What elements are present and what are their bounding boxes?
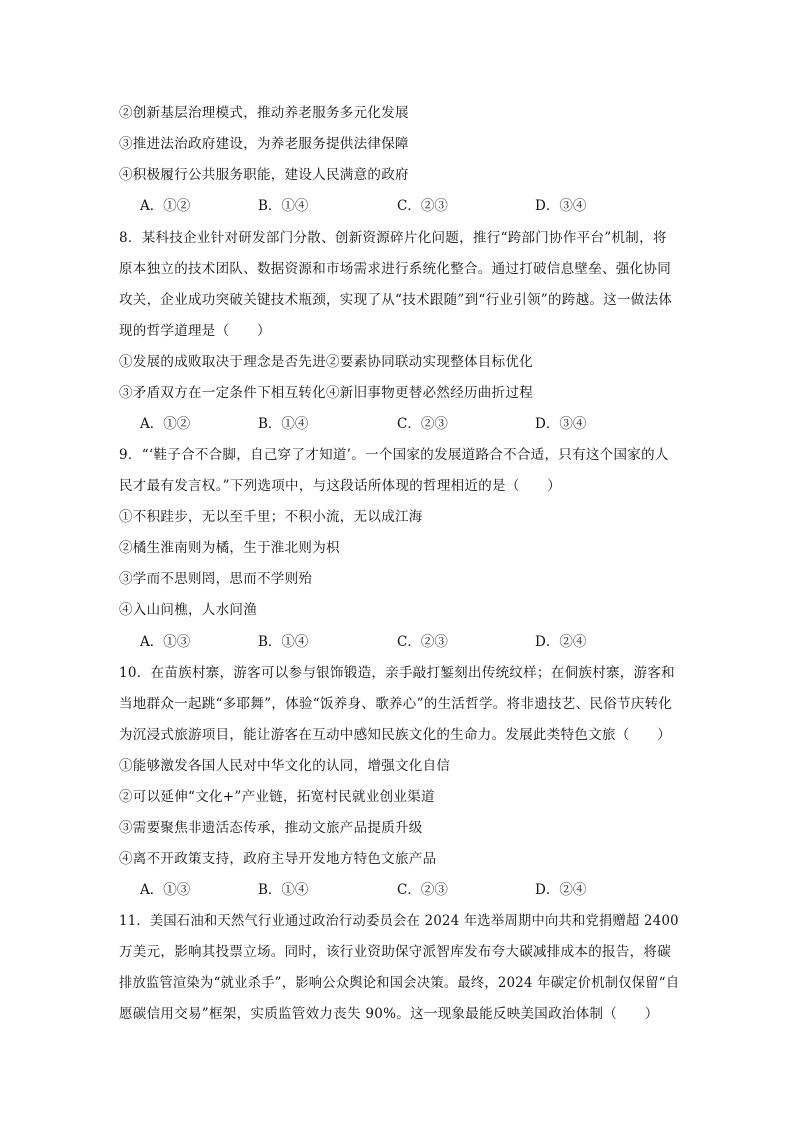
q7-answer-choices [0,196,794,216]
q8-choice-d: D．③④ [535,416,587,432]
q9-choice-b: B．①④ [258,634,309,650]
q8-option-items-2: ③矛盾双方在一定条件下相互转化④新旧事物更替必然经历曲折过程 [119,385,533,401]
q8-stem-line-4: 现的哲学道理是（ ） [119,323,271,339]
q7-choice-c: C．②③ [397,198,448,214]
q10-answer-choices [0,880,794,900]
q10-stem-line-1: 10．在苗族村寨，游客可以参与银饰锻造，亲手敲打錾刻出传统纹样；在侗族村寨，游客和 [119,665,675,681]
q9-option-item-2: ②橘生淮南则为橘，生于淮北则为枳 [119,540,340,556]
q9-option-item-4: ④入山问樵，人水问渔 [119,602,257,618]
q11-stem-line-3: 排放监管渲染为“就业杀手”，影响公众舆论和国会决策。最终，2024 年碳定价机制仅保留“自 [119,975,680,991]
q9-stem-line-2: 民才最有发言权。”下列选项中，与这段话所体现的哲理相近的是（ ） [119,478,562,494]
q7-choice-a: A．①② [140,198,191,214]
q8-choice-b: B．①④ [258,416,309,432]
q10-choice-b: B．①④ [258,882,309,898]
q8-choice-a: A．①② [140,416,191,432]
q8-stem-line-3: 攻关，企业成功突破关键技术瓶颈，实现了从“技术跟随”到“行业引领”的跨越。这一做法体 [119,292,673,308]
q10-option-item-3: ③需要聚焦非遗活态传承，推动文旅产品提质升级 [119,820,423,836]
q8-option-items-1: ①发展的成败取决于理念是否先进②要素协同联动实现整体目标优化 [119,354,533,370]
q7-option-item-3: ③推进法治政府建设，为养老服务提供法律保障 [119,136,409,152]
q8-choice-c: C．②③ [397,416,448,432]
q10-option-item-1: ①能够激发各国人民对中华文化的认同，增强文化自信 [119,758,451,774]
q7-option-item-2: ②创新基层治理模式，推动养老服务多元化发展 [119,105,409,121]
q9-choice-a: A．①③ [140,634,191,650]
q7-choice-b: B．①④ [258,198,309,214]
q9-answer-choices [0,632,794,652]
q10-option-item-2: ②可以延伸“文化+”产业链，拓宽村民就业创业渠道 [119,789,435,805]
q9-choice-c: C．②③ [397,634,448,650]
q11-stem-line-2: 万美元，影响其投票立场。同时，该行业资助保守派智库发布夸大碳减排成本的报告，将碳 [119,944,671,960]
q8-stem-line-2: 原本独立的技术团队、数据资源和市场需求进行系统化整合。通过打破信息壁垒、强化协同 [119,261,671,277]
q10-stem-line-3: 为沉浸式旅游项目，能让游客在互动中感知民族文化的生命力。发展此类特色文旅（ ） [119,727,671,743]
q11-stem-line-1: 11．美国石油和天然气行业通过政治行动委员会在 2024 年选举周期中向共和党捐赠超 2400 [119,913,679,929]
q9-stem-line-1: 9．“‘鞋子合不合脚，自己穿了才知道’。一个国家的发展道路合不合适，只有这个国家的人 [119,447,669,463]
q8-stem-line-1: 8．某科技企业针对研发部门分散、创新资源碎片化问题，推行“跨部门协作平台”机制，将 [119,230,667,246]
q7-choice-d: D．③④ [535,198,587,214]
q7-option-item-4: ④积极履行公共服务职能，建设人民满意的政府 [119,167,409,183]
q8-answer-choices [0,414,794,434]
q9-choice-d: D．②④ [535,634,587,650]
q10-choice-d: D．②④ [535,882,587,898]
q10-choice-c: C．②③ [397,882,448,898]
q10-option-item-4: ④离不开政策支持，政府主导开发地方特色文旅产品 [119,851,437,867]
q9-option-item-3: ③学而不思则罔，思而不学则殆 [119,571,313,587]
q10-choice-a: A．①③ [140,882,191,898]
q11-stem-line-4: 愿碳信用交易”框架，实质监管效力丧失 90%。这一现象最能反映美国政治体制（ ） [119,1006,659,1022]
q10-stem-line-2: 当地群众一起跳“多耶舞”，体验“饭养身、歌养心”的生活哲学。将非遗技艺、民俗节庆转化 [119,696,673,712]
q9-option-item-1: ①不积跬步，无以至千里；不积小流，无以成江海 [119,509,423,525]
